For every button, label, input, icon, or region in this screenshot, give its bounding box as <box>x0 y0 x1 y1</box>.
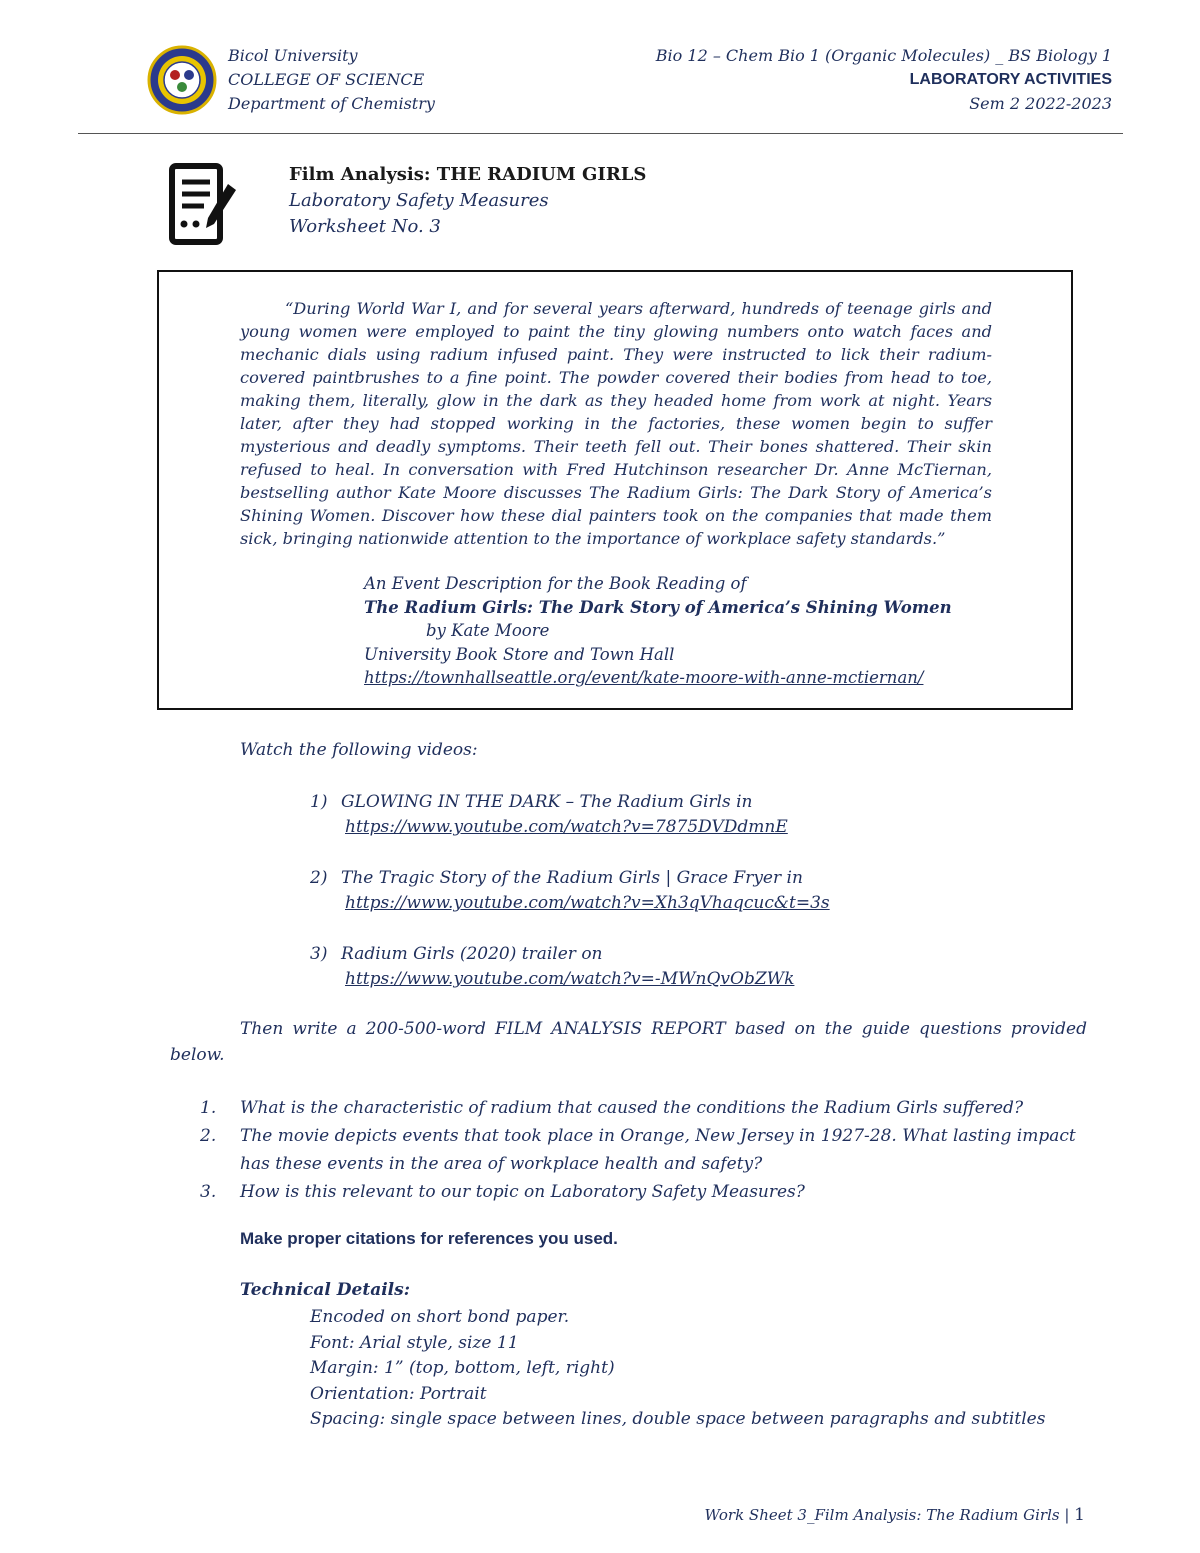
quote-citation <box>364 572 952 690</box>
question-number: 2. <box>200 1126 217 1146</box>
tech-margin: Margin: 1” (top, bottom, left, right) <box>310 1358 615 1378</box>
page-footer <box>704 1505 1085 1525</box>
tech-spacing: Spacing: single space between lines, double space between paragraphs and subtitles <box>310 1409 1046 1429</box>
footer-text: Work Sheet 3_Film Analysis: The Radium Girls | <box>704 1506 1070 1524</box>
video-title: Radium Girls (2020) trailer on <box>341 944 603 964</box>
university-seal-logo <box>147 45 217 115</box>
video-title: The Tragic Story of the Radium Girls | Grace Fryer in <box>341 868 803 888</box>
tech-paper: Encoded on short bond paper. <box>310 1307 570 1327</box>
film-analysis-title: Film Analysis: THE RADIUM GIRLS <box>289 164 647 185</box>
watch-videos-label: Watch the following videos: <box>240 740 478 760</box>
question-text: The movie depicts events that took place in Orange, New Jersey in 1927-28. What lasting impact has these events in the area of workplace health and safety? <box>240 1126 1076 1174</box>
technical-details-heading: Technical Details: <box>240 1280 410 1300</box>
header-department: Department of Chemistry <box>228 94 435 113</box>
header-semester: Sem 2 2022-2023 <box>969 94 1112 113</box>
worksheet-number: Worksheet No. 3 <box>289 216 441 237</box>
worksheet-document-icon <box>166 162 238 246</box>
video-number: 3) <box>310 944 328 964</box>
page-number: 1 <box>1074 1505 1085 1525</box>
citations-note: Make proper citations for references you used. <box>240 1229 618 1248</box>
guide-question-1 <box>200 1094 1100 1122</box>
video-link[interactable]: https://www.youtube.com/watch?v=7875DVDdmnE <box>345 817 788 837</box>
citation-venue: University Book Store and Town Hall <box>364 644 675 664</box>
header-institution <box>228 44 435 116</box>
question-text: How is this relevant to our topic on Laboratory Safety Measures? <box>240 1182 805 1202</box>
video-item-3 <box>310 942 794 992</box>
citation-intro: An Event Description for the Book Reading of <box>364 574 747 593</box>
video-link[interactable]: https://www.youtube.com/watch?v=Xh3qVhaqcuc&t=3s <box>345 893 830 913</box>
video-item-2 <box>310 866 830 916</box>
header-course-info <box>656 44 1112 116</box>
header-course: Bio 12 – Chem Bio 1 (Organic Molecules) _ BS Biology 1 <box>655 46 1112 65</box>
header-divider <box>78 133 1123 134</box>
citation-book-title: The Radium Girls: The Dark Story of America’s Shining Women <box>364 597 952 617</box>
event-description-quote: “During World War I, and for several years afterward, hundreds of teenage girls and young women were employed to paint the tiny glowing numbers onto watch faces and mechanic dials using radium infused paint. They were instructed to lick their radium-covered paintbrushes to a fine point. The powder covered their bodies from head to toe, making them, literally, glow in the dark as they headed home from work at night. Years later, after they had stopped working in the factories, these women begin to suffer mysterious and deadly symptoms. Their teeth fell out. Their bones shattered. Their skin refused to heal. In conversation with Fred Hutchinson researcher Dr. Anne McTiernan, bestselling author Kate Moore discusses The Radium Girls: The Dark Story of America’s Shining Women. Discover how these dial painters took on the companies that made them sick, bringing nationwide attention to the importance of workplace safety standards.” <box>240 299 992 548</box>
video-item-1 <box>310 790 788 840</box>
guide-question-3 <box>200 1178 1100 1206</box>
citation-link[interactable]: https://townhallseattle.org/event/kate-moore-with-anne-mctiernan/ <box>364 668 924 687</box>
header-university: Bicol University <box>228 46 358 65</box>
question-text: What is the characteristic of radium that caused the conditions the Radium Girls suffered? <box>240 1098 1024 1118</box>
video-link[interactable]: https://www.youtube.com/watch?v=-MWnQvObZWk <box>345 969 795 989</box>
header-college: COLLEGE OF SCIENCE <box>228 70 425 89</box>
guide-questions <box>200 1094 1100 1206</box>
video-number: 2) <box>310 868 328 888</box>
question-number: 3. <box>200 1182 217 1202</box>
technical-details-list <box>310 1305 1045 1433</box>
tech-font: Font: Arial style, size 11 <box>310 1332 519 1353</box>
subtitle-topic: Laboratory Safety Measures <box>289 190 549 211</box>
video-number: 1) <box>310 792 328 812</box>
citation-author: by Kate Moore <box>426 621 550 640</box>
question-number: 1. <box>200 1098 217 1118</box>
video-title: GLOWING IN THE DARK – The Radium Girls in <box>341 792 753 812</box>
guide-question-2 <box>200 1122 1100 1178</box>
worksheet-title-block <box>289 162 646 240</box>
tech-orientation: Orientation: Portrait <box>310 1383 487 1404</box>
header-activities: LABORATORY ACTIVITIES <box>909 71 1112 88</box>
report-instruction: Then write a 200-500-word FILM ANALYSIS REPORT based on the guide questions provided below. <box>170 1019 1087 1065</box>
